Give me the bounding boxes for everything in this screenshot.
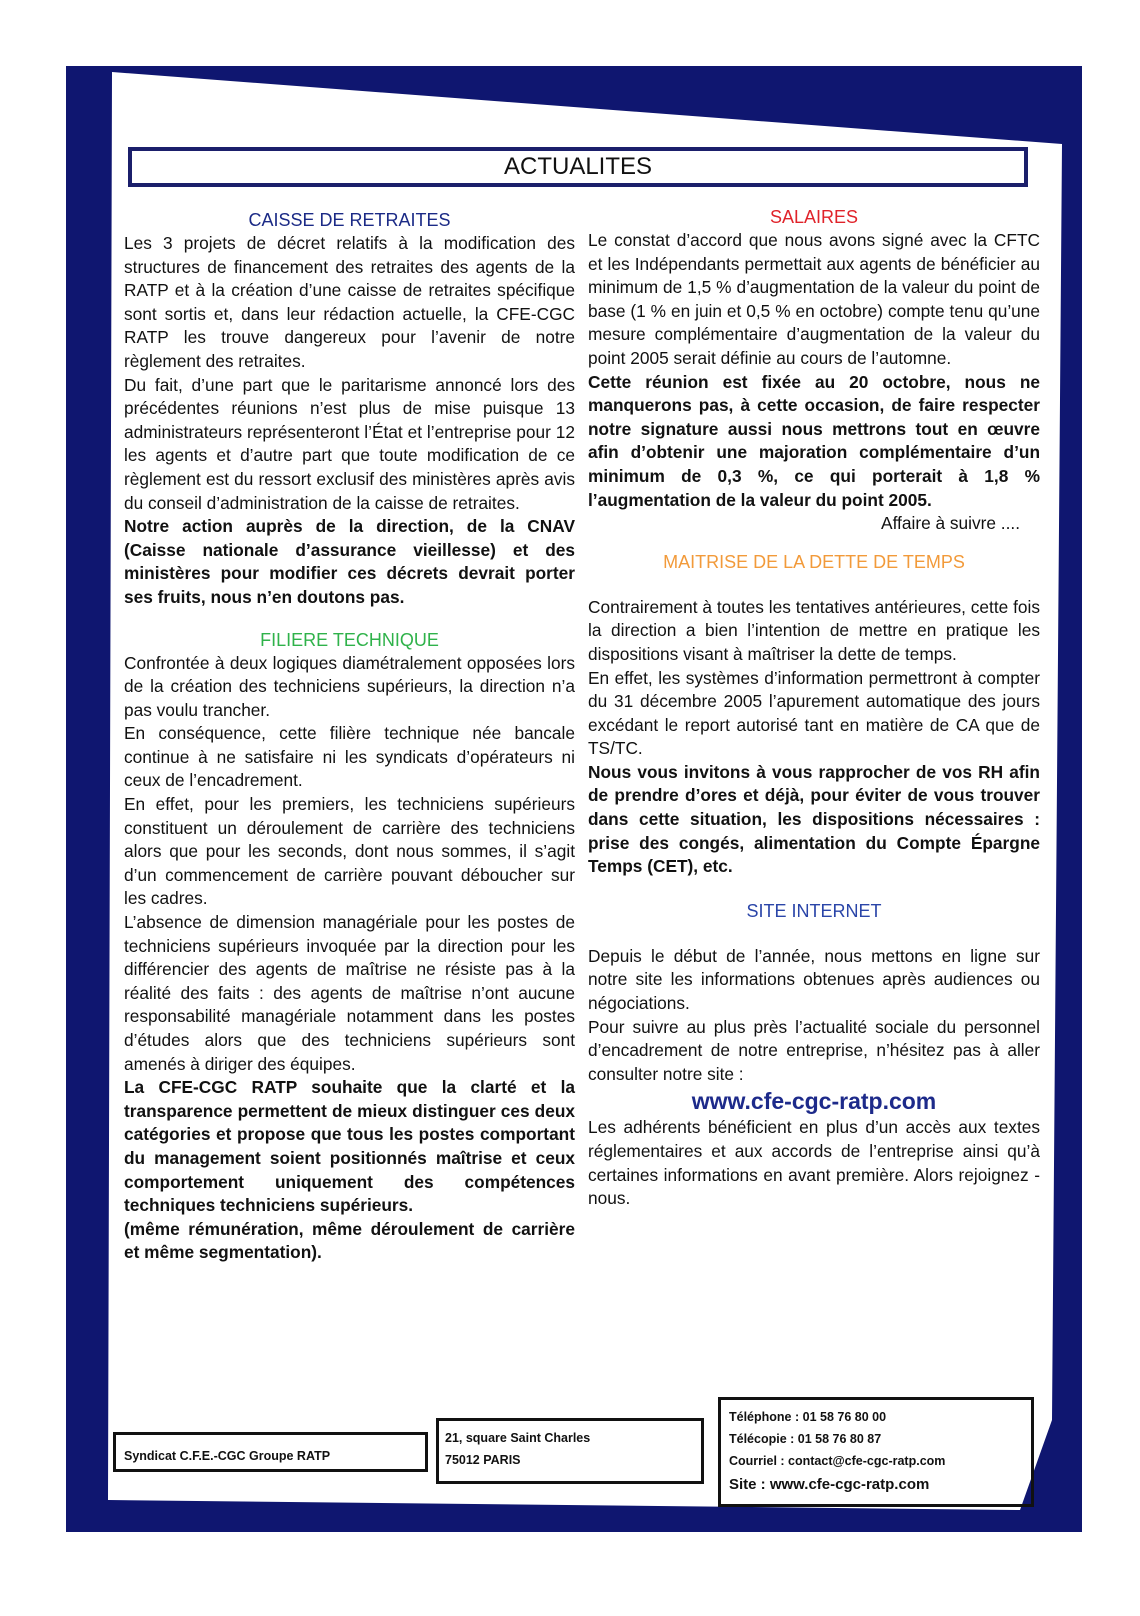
salaires-paragraph-1: Le constat d’accord que nous avons signé avec la CFTC et les Indépendants permettait aux agents de bénéficier au minimum de 1,5 % d’augmentation de la valeur du point de base (1 % en juin et 0,5 % en octobre) compte tenu qu’une mesure complémentaire d’augmentation de la valeur du point 2005 serait définie au cours de l’automne. <box>588 230 1040 368</box>
caisse-paragraph-2: Du fait, d’une part que le paritarisme annoncé lors des précédentes réunions n’est plus de mise puisque 13 administrateurs représenteront l’État et l’entreprise pour 12 les agents et d’autre part que toute modification de ce règlement est du ressort exclusif des ministères après avis du conseil d’administration de la caisse de retraites. <box>124 374 575 513</box>
filiere-paragraph-4: L’absence de dimension managériale pour les postes de techniciens supérieurs invoquée par la direction pour les différencier des agents de maîtrise ne résiste pas à la réalité des faits : des agents de maîtrise n’ont aucune responsabilité managériale notamment dans les postes d’études alors que des techniciens supérieurs sont amenés à diriger des équipes. <box>124 912 575 1074</box>
filiere-paragraph-5: La CFE-CGC RATP souhaite que la clarté et la transparence permettent de mieux distinguer ces deux catégories et propose que tous les postes comportant du management soient positionnés maîtrise et ceux comportement uniquement des compétences techniques techniciens supérieurs. <box>124 1077 575 1216</box>
site-paragraph-2: Pour suivre au plus près l’actualité sociale du personnel d’encadrement de notre entreprise, n’hésitez pas à aller consulter notre site : <box>588 1016 1040 1084</box>
maitrise-paragraph-3: Nous vous invitons à vous rapprocher de vos RH afin de prendre d’ores et déjà, pour éviter de vous trouver dans cette situation, les dispositions nécessaires : prise des congés, alimentation du Compte Épargne Temps (CET), etc. <box>588 761 1040 877</box>
salaires-note: Affaire à suivre .... <box>881 513 1020 534</box>
heading-filiere: FILIERE TECHNIQUE <box>260 629 439 650</box>
footer-email[interactable]: Courriel : contact@cfe-cgc-ratp.com <box>729 1454 946 1468</box>
left-column <box>124 208 575 1265</box>
footer-org-box <box>113 1432 428 1472</box>
footer-contact-box <box>718 1397 1034 1507</box>
heading-site: SITE INTERNET <box>746 900 882 921</box>
footer-fax: Télécopie : 01 58 76 80 87 <box>729 1432 882 1446</box>
footer-phone: Téléphone : 01 58 76 80 00 <box>729 1410 887 1424</box>
maitrise-paragraph-2: En effet, les systèmes d’information permettront à compter du 31 décembre 2005 l’apurement automatique des jours excédant le report autorisé tant en matière de CA que de TS/TC. <box>588 667 1040 759</box>
heading-maitrise: MAITRISE DE LA DETTE DE TEMPS <box>663 551 965 572</box>
filiere-paragraph-3: En effet, pour les premiers, les techniciens supérieurs constituent un déroulement de carrière des techniciens alors que pour les seconds, dont nous sommes, il s’agit d’un commencement de carrière pouvant déboucher sur les cadres. <box>124 794 575 909</box>
footer-address-box <box>436 1418 704 1484</box>
footer-org: Syndicat C.F.E.-CGC Groupe RATP <box>124 1449 331 1463</box>
maitrise-paragraph-1: Contrairement à toutes les tentatives antérieures, cette fois la direction a bien l’intention de mettre en pratique les dispositions visant à maîtriser la dette de temps. <box>588 596 1040 664</box>
right-column <box>588 205 1040 1211</box>
site-paragraph-3: Les adhérents bénéficient en plus d’un accès aux textes réglementaires et aux accords de l’entreprise ainsi qu’à certaines informations en avant première. Alors rejoignez -nous. <box>588 1117 1040 1209</box>
page-title: ACTUALITES <box>128 147 1028 187</box>
filiere-paragraph-1: Confrontée à deux logiques diamétralement opposées lors de la création des techniciens supérieurs, la direction n’a pas voulu trancher. <box>124 652 575 720</box>
caisse-paragraph-3: Notre action auprès de la direction, de la CNAV (Caisse nationale d’assurance vieillesse) et des ministères pour modifier ces décrets devrait porter ses fruits, nous n’en doutons pas. <box>124 516 575 607</box>
heading-caisse: CAISSE DE RETRAITES <box>248 210 451 230</box>
filiere-paragraph-6: (même rémunération, même déroulement de carrière et même segmentation). <box>124 1218 575 1263</box>
footer-site[interactable]: Site : www.cfe-cgc-ratp.com <box>729 1476 930 1493</box>
filiere-paragraph-2: En conséquence, cette filière technique née bancale continue à ne satisfaire ni les syndicats d’opérateurs ni ceux de l’encadrement. <box>124 723 575 791</box>
footer-address-line-2: 75012 PARIS <box>445 1453 521 1467</box>
salaires-paragraph-2: Cette réunion est fixée au 20 octobre, nous ne manquerons pas, à cette occasion, de faire respecter notre signature aussi nous mettrons tout en œuvre afin d’obtenir une majoration complémentaire d’un minimum de 0,3 %, ce qui porterait à 1,8 % l’augmentation de la valeur du point 2005. <box>588 371 1040 510</box>
site-paragraph-1: Depuis le début de l’année, nous mettons en ligne sur notre site les informations obtenues après audiences ou négociations. <box>588 945 1040 1014</box>
footer-address-line-1: 21, square Saint Charles <box>445 1431 591 1445</box>
caisse-paragraph-1: Les 3 projets de décret relatifs à la modification des structures de financement des retraites des agents de la RATP et à la création d’une caisse de retraites spécifique sont sortis et, dans leur rédaction actuelle, la CFE-CGC RATP les trouve dangereux pour l’avenir de notre règlement des retraites. <box>124 233 575 371</box>
heading-salaires: SALAIRES <box>769 207 859 227</box>
site-url-link[interactable]: www.cfe-cgc-ratp.com <box>691 1088 937 1115</box>
